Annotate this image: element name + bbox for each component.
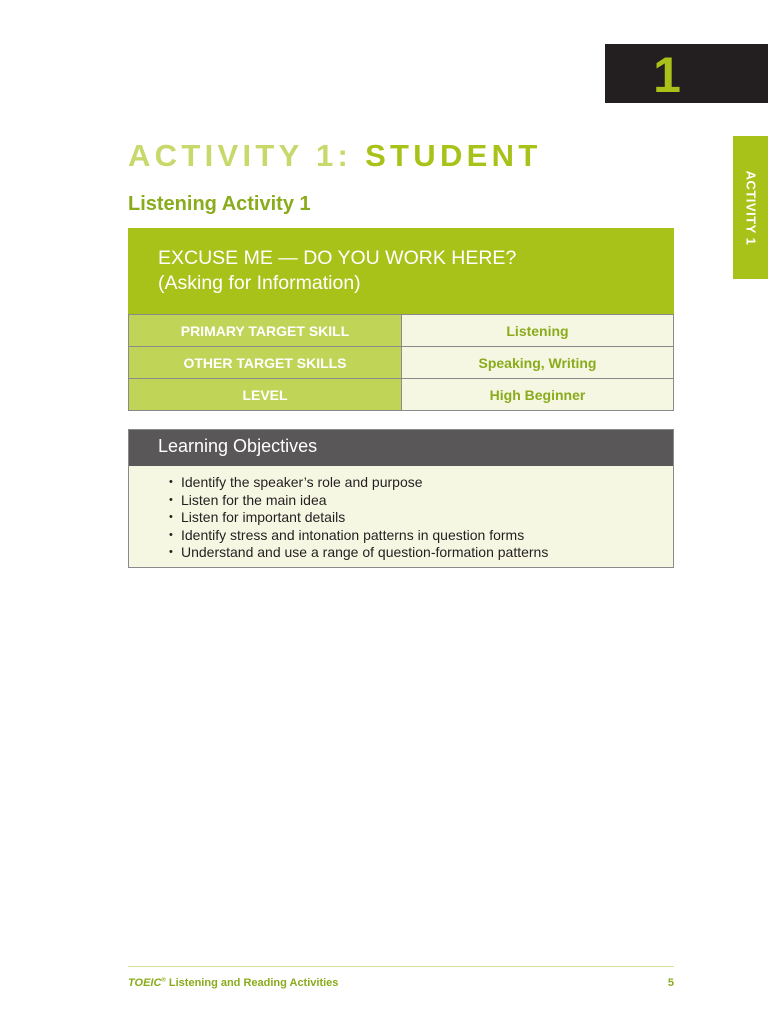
- page-title: [128, 136, 542, 176]
- list-item: • Understand and use a range of question-formation patterns: [169, 544, 673, 562]
- activity-header-title: EXCUSE ME — DO YOU WORK HERE?: [158, 247, 517, 269]
- side-tab-activity: [733, 136, 768, 279]
- table-row: [129, 315, 674, 347]
- page-title-part2: STUDENT: [365, 138, 542, 173]
- list-item: • Identify the speaker’s role and purpose: [169, 474, 673, 492]
- footer-text: Listening and Reading Activities: [165, 977, 339, 989]
- list-item: • Identify stress and intonation patterns in question forms: [169, 527, 673, 545]
- page-subtitle: Listening Activity 1: [128, 193, 311, 215]
- learning-objectives-list: [129, 466, 673, 562]
- activity-header-subtitle: (Asking for Information): [158, 272, 361, 294]
- footer-brand: TOEIC: [128, 977, 162, 989]
- skill-label: OTHER TARGET SKILLS: [129, 347, 402, 379]
- learning-objectives-heading: Learning Objectives: [129, 430, 673, 466]
- chapter-number: 1: [653, 47, 681, 103]
- footer-divider: [128, 966, 674, 967]
- table-row: [129, 379, 674, 411]
- skill-value: Speaking, Writing: [402, 347, 674, 379]
- page-number: 5: [667, 977, 674, 989]
- skill-label: PRIMARY TARGET SKILL: [129, 315, 402, 347]
- chapter-number-box: [605, 44, 768, 103]
- learning-objectives-box: [128, 429, 674, 568]
- footer-reg-mark: ®: [161, 977, 166, 984]
- skills-table: [128, 314, 674, 411]
- list-item: • Listen for important details: [169, 509, 673, 527]
- side-tab-label: ACTIVITY 1: [743, 170, 758, 245]
- activity-header: [128, 228, 674, 314]
- table-row: [129, 347, 674, 379]
- skill-value: Listening: [402, 315, 674, 347]
- skill-label: LEVEL: [129, 379, 402, 411]
- skill-value: High Beginner: [402, 379, 674, 411]
- footer-title: [128, 977, 338, 989]
- page-title-part1: ACTIVITY 1:: [128, 138, 366, 173]
- list-item: • Listen for the main idea: [169, 492, 673, 510]
